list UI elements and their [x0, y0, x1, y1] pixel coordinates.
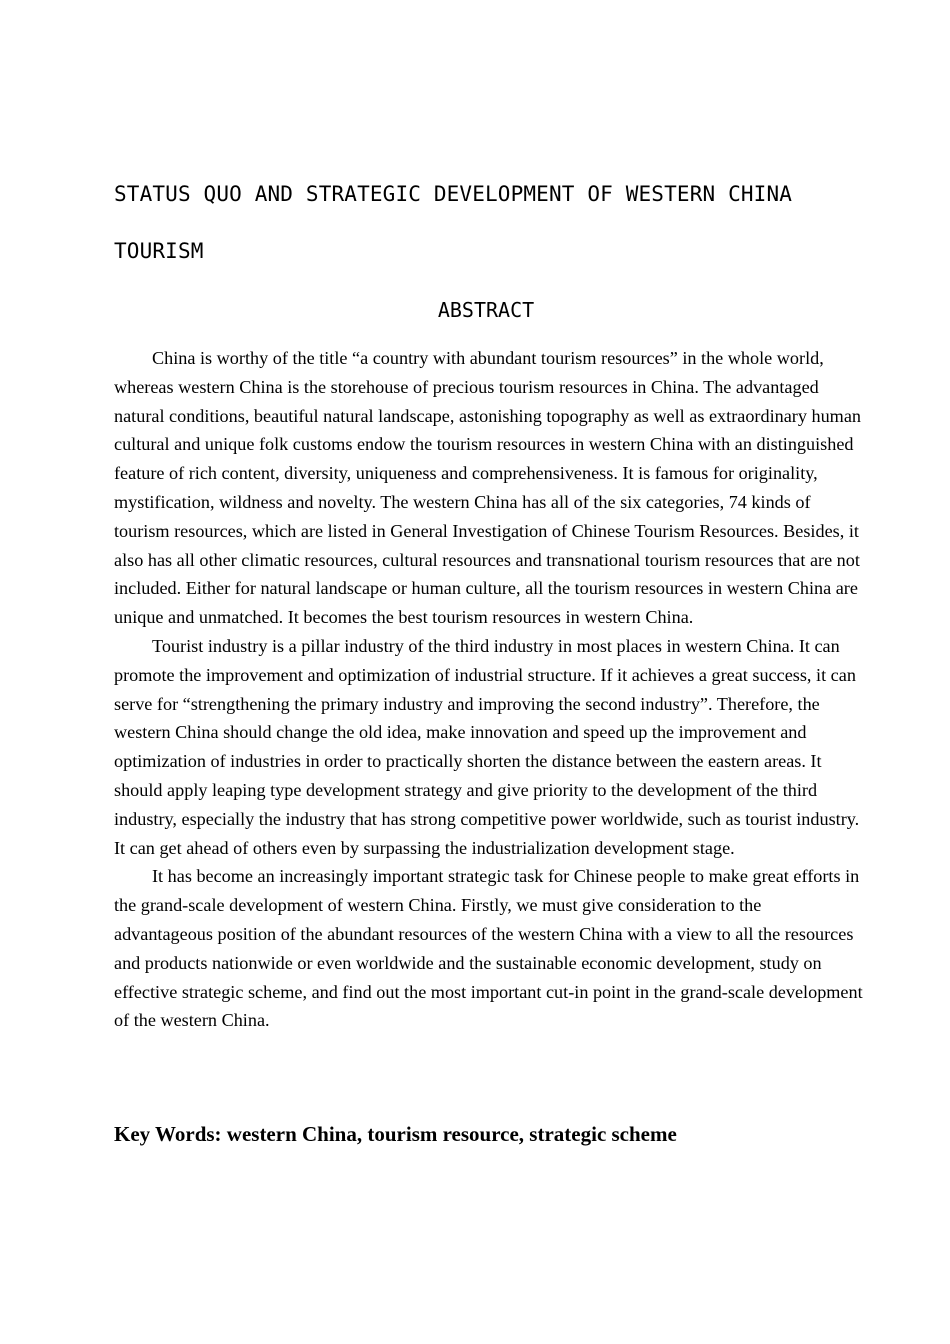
- paper-title: STATUS QUO AND STRATEGIC DEVELOPMENT OF WESTERN CHINA TOURISM: [114, 182, 793, 263]
- abstract-paragraph-3: It has become an increasingly important strategic task for Chinese people to make great efforts in the grand-scale development of western China. Firstly, we must give consideration to the advantageous position of the abundant resources of the western China with a view to all the resources and products nationwide or even worldwide and the sustainable economic development, study on effective strategic scheme, and find out the most important cut-in point in the grand-scale development of the western China.: [114, 866, 863, 1031]
- abstract-paragraph-2: Tourist industry is a pillar industry of the third industry in most places in western China. It can promote the improvement and optimization of industrial structure. If it achieves a great success, it can serve for “strengthening the primary industry and improving the second industry”. Therefore, the western China should change the old idea, make innovation and speed up the improvement and optimization of industries in order to practically shorten the distance between the eastern areas. It should apply leaping type development strategy and give priority to the development of the third industry, especially the industry that has strong competitive power worldwide, such as tourist industry. It can get ahead of others even by surpassing the industrialization development stage.: [114, 635, 860, 858]
- abstract-paragraph-1: China is worthy of the title “a country with abundant tourism resources” in the whole world, whereas western China is the storehouse of precious tourism resources in China. The advantaged natural conditions, beautiful natural landscape, astonishing topography as well as extraordinary human cultural and unique folk customs endow the tourism resources in western China with an distinguished feature of rich content, diversity, uniqueness and comprehensiveness. It is famous for originality, mystification, wildness and novelty. The western China has all of the six categories, 74 kinds of tourism resources, which are listed in General Investigation of Chinese Tourism Resources. Besides, it also has all other climatic resources, cultural resources and transnational tourism resources that are not included. Either for natural landscape or human culture, all the tourism resources in western China are unique and unmatched. It becomes the best tourism resources in western China.: [114, 348, 861, 628]
- abstract-heading: ABSTRACT: [437, 298, 535, 322]
- key-words: Key Words: western China, tourism resource, strategic scheme: [114, 1122, 677, 1146]
- abstract-body: [114, 344, 864, 1035]
